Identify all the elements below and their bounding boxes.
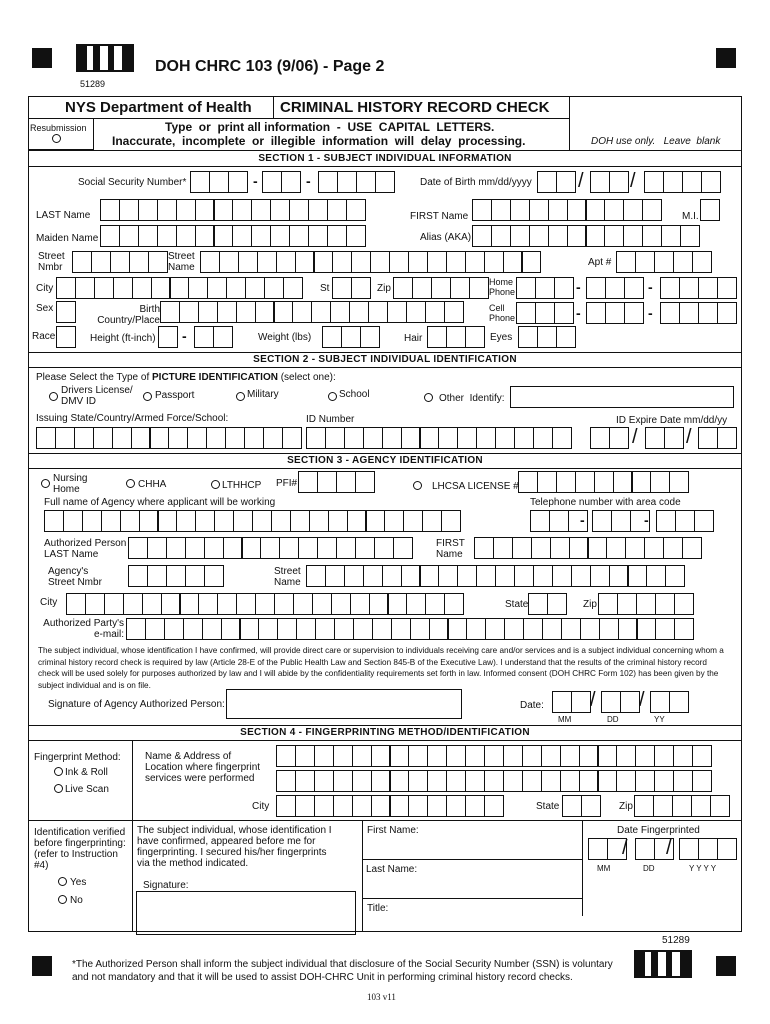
agency-signature-label: Signature of Agency Authorized Person:	[48, 699, 225, 710]
fp-first-name-label: First Name:	[367, 825, 419, 836]
first-name-boxes[interactable]	[472, 199, 662, 221]
id-verified-yes-radio[interactable]	[58, 877, 67, 886]
nursing-home-radio[interactable]	[41, 479, 50, 488]
st-label: St	[320, 283, 330, 294]
mi-box[interactable]	[700, 199, 720, 221]
alias-label: Alias (AKA)	[420, 232, 472, 243]
id-expire-label: ID Expire Date mm/dd/yy	[616, 415, 728, 426]
lhcsa-radio[interactable]	[413, 481, 422, 490]
passport-radio[interactable]	[143, 392, 152, 401]
mi-label: M.I.	[682, 211, 699, 222]
location-boxes-1[interactable]	[276, 745, 712, 767]
fp-date-year-boxes[interactable]	[679, 838, 737, 860]
id-expire-month-boxes[interactable]	[590, 427, 629, 449]
zip-boxes[interactable]	[393, 277, 489, 299]
form-title: DOH CHRC 103 (9/06) - Page 2	[155, 58, 385, 75]
apt-label: Apt #	[588, 257, 612, 268]
fp-last-name-label: Last Name:	[366, 864, 418, 875]
weight-label: Weight (lbs)	[258, 332, 312, 343]
instruction-line-2: Inaccurate, incomplete or illegible information will delay processing.	[112, 134, 526, 148]
agency-zip-boxes[interactable]	[598, 593, 694, 615]
agency-date-dd: DD	[607, 715, 619, 724]
agency-state-label: State	[505, 599, 529, 610]
auth-first-name-label: FIRST Name	[436, 538, 465, 560]
ssn-boxes-3[interactable]	[318, 171, 395, 193]
fp-zip-label: Zip	[619, 801, 633, 812]
maiden-name-label: Maiden Name	[36, 233, 99, 244]
other-id-input[interactable]	[510, 386, 734, 408]
ssn-boxes-1[interactable]	[190, 171, 248, 193]
fp-date-yyyy: Y Y Y Y	[689, 864, 717, 873]
department-name: NYS Department of Health	[65, 99, 252, 116]
auth-last-name-boxes[interactable]	[128, 537, 413, 559]
date-fingerprinted-label: Date Fingerprinted	[617, 825, 700, 836]
fp-city-label: City	[252, 801, 270, 812]
first-name-label: FIRST Name	[410, 211, 469, 222]
fp-state-label: State	[536, 801, 560, 812]
location-label: Name & Address of Location where fingerprint services were performed	[145, 751, 261, 784]
fp-signature-label: Signature:	[143, 880, 189, 891]
st-boxes[interactable]	[332, 277, 371, 299]
agency-street-name-label: Street Name	[274, 566, 301, 588]
chha-radio[interactable]	[126, 479, 135, 488]
picture-id-prompt	[36, 372, 336, 383]
id-number-label: ID Number	[306, 414, 355, 425]
cell-phone-label: Cell Phone	[489, 303, 516, 323]
maiden-name-boxes[interactable]	[100, 225, 366, 247]
doh-use-only: DOH use only. Leave blank	[591, 136, 721, 147]
registration-mark-bottom-right	[716, 956, 736, 976]
barcode-logo-top	[76, 44, 134, 72]
street-nmbr-boxes[interactable]	[72, 251, 168, 273]
issuing-state-label: Issuing State/Country/Armed Force/School:	[36, 413, 229, 424]
city-label: City	[36, 283, 54, 294]
resubmission-label: Resubmission	[30, 123, 87, 133]
agency-zip-label: Zip	[583, 599, 597, 610]
agency-date-month-boxes[interactable]	[552, 691, 591, 713]
height-ft-box[interactable]	[158, 326, 178, 348]
attestation-text: The subject individual, whose identification I have confirmed, will provide direct care or supervision to individuals receiving care and/or services and is a subject individual concerning whom a criminal history record check is required by law (Article 28-E of the Public Health Law and Section 845-B of the Executive Law). I understand that the results of the criminal history record check will be used solely for purposes authorized by law and I will abide by the confidentiality requirements set forth in law. Informed consent (DOH CHRC Form 102) has been given by the subject individual and is on file.	[38, 646, 724, 690]
fp-state-boxes[interactable]	[562, 795, 601, 817]
registration-mark-bottom-left	[32, 956, 52, 976]
lthhcp-label: LTHHCP	[222, 480, 262, 491]
agency-state-boxes[interactable]	[528, 593, 567, 615]
apt-boxes[interactable]	[616, 251, 712, 273]
ssn-label: Social Security Number*	[78, 177, 187, 188]
home-phone-boxes-3[interactable]	[660, 277, 737, 299]
zip-label: Zip	[377, 283, 391, 294]
city-boxes[interactable]	[56, 277, 303, 299]
agency-date-label: Date:	[520, 700, 544, 711]
telephone-label: Telephone number with area code	[530, 497, 681, 508]
agency-date-yy: YY	[654, 715, 665, 724]
military-radio[interactable]	[236, 392, 245, 401]
home-phone-boxes-2[interactable]	[586, 277, 644, 299]
ssn-disclosure-note: *The Authorized Person shall inform the subject individual that disclosure of the Social Security Number (SSN) is voluntary and not mandatory and that it will be used to assist DOH-CHRC Unit in performing criminal history record checks.	[72, 959, 613, 983]
fp-zip-boxes[interactable]	[634, 795, 730, 817]
pfi-boxes[interactable]	[298, 471, 375, 493]
fp-date-mm: MM	[597, 864, 611, 873]
fp-signature-input[interactable]	[136, 891, 356, 935]
ssn-boxes-2[interactable]	[262, 171, 301, 193]
sex-box[interactable]	[56, 301, 76, 323]
id-expire-year-boxes[interactable]	[698, 427, 737, 449]
auth-first-name-boxes[interactable]	[474, 537, 702, 559]
other-id-label: Other Identify:	[439, 393, 505, 404]
section1-title: SECTION 1 - SUBJECT INDIVIDUAL INFORMATION	[258, 153, 512, 164]
id-number-boxes[interactable]	[306, 427, 572, 449]
dob-label: Date of Birth mm/dd/yyyy	[420, 177, 532, 188]
agency-full-name-label: Full name of Agency where applicant will be working	[44, 497, 276, 508]
eyes-label: Eyes	[490, 332, 513, 343]
chha-label: CHHA	[138, 479, 167, 490]
id-verified-yes-label: Yes	[70, 877, 87, 888]
agency-name-boxes[interactable]	[44, 510, 461, 532]
barcode-number-top: 51289	[80, 79, 106, 89]
fp-confirm-text: The subject individual, whose identification I have confirmed, appeared before me for fingerprinting. I secured his/her fingerprints via the method indicated.	[137, 825, 332, 869]
military-label: Military	[247, 389, 279, 400]
birth-country-label: Birth Country/Place	[97, 304, 160, 326]
picture-id-prompt-c: (select one):	[277, 372, 336, 383]
section2-title: SECTION 2 - SUBJECT INDIVIDUAL IDENTIFICATION	[253, 354, 517, 365]
section3-title: SECTION 3 - AGENCY IDENTIFICATION	[287, 455, 483, 466]
lhcsa-boxes[interactable]	[518, 471, 689, 493]
barcode-logo-bottom	[634, 950, 692, 978]
section4-title: SECTION 4 - FINGERPRINTING METHOD/IDENTIFICATION	[240, 727, 530, 738]
live-scan-label: Live Scan	[65, 784, 109, 795]
id-verified-label: Identification verified before fingerprinting: (refer to Instruction #4)	[34, 827, 126, 871]
picture-id-prompt-b: PICTURE IDENTIFICATION	[152, 372, 278, 383]
other-id-radio[interactable]	[424, 393, 433, 402]
lthhcp-radio[interactable]	[211, 480, 220, 489]
cell-phone-boxes-2[interactable]	[586, 302, 644, 324]
instruction-line-1: Type or print all information - USE CAPITAL LETTERS.	[165, 120, 495, 134]
picture-id-prompt-a: Please Select the Type of	[36, 372, 153, 383]
birth-country-boxes[interactable]	[160, 301, 464, 323]
agency-signature-input[interactable]	[226, 689, 462, 719]
dob-day-boxes[interactable]	[590, 171, 629, 193]
home-phone-label: Home Phone	[489, 277, 516, 297]
school-label: School	[339, 389, 370, 400]
agency-city-label: City	[40, 597, 58, 608]
street-name-boxes[interactable]	[200, 251, 541, 273]
id-verified-no-label: No	[70, 895, 83, 906]
agency-city-boxes[interactable]	[66, 593, 464, 615]
height-label: Height (ft-inch)	[90, 333, 156, 344]
ink-roll-radio[interactable]	[54, 767, 63, 776]
race-label: Race	[32, 331, 56, 342]
alias-boxes[interactable]	[472, 225, 700, 247]
resubmission-radio[interactable]	[52, 134, 61, 143]
registration-mark-top-right	[716, 48, 736, 68]
agency-phone-boxes-3[interactable]	[656, 510, 714, 532]
weight-boxes[interactable]	[322, 326, 380, 348]
eyes-boxes[interactable]	[518, 326, 576, 348]
pfi-label: PFI#	[276, 478, 298, 489]
cell-phone-boxes-1[interactable]	[516, 302, 574, 324]
nursing-home-label: Nursing Home	[53, 473, 88, 495]
issuing-state-boxes[interactable]	[36, 427, 302, 449]
home-phone-boxes-1[interactable]	[516, 277, 574, 299]
agency-date-year-boxes[interactable]	[650, 691, 689, 713]
lhcsa-label: LHCSA LICENSE #	[432, 481, 519, 492]
fp-city-boxes[interactable]	[276, 795, 504, 817]
agency-street-nmbr-boxes[interactable]	[128, 565, 224, 587]
fp-date-dd: DD	[643, 864, 655, 873]
email-label: Authorized Party's e-mail:	[43, 618, 124, 640]
fp-method-label: Fingerprint Method:	[34, 752, 121, 763]
email-boxes[interactable]	[126, 618, 694, 640]
location-boxes-2[interactable]	[276, 770, 712, 792]
drivers-license-label: Drivers License/ DMV ID	[61, 385, 133, 407]
ink-roll-label: Ink & Roll	[65, 767, 108, 778]
hair-boxes[interactable]	[427, 326, 485, 348]
id-expire-day-boxes[interactable]	[645, 427, 684, 449]
drivers-license-radio[interactable]	[49, 392, 58, 401]
barcode-number-bottom: 51289	[662, 935, 690, 946]
height-in-boxes[interactable]	[194, 326, 233, 348]
fp-title-label: Title:	[367, 903, 389, 914]
form-version: 103 v11	[367, 992, 396, 1002]
agency-date-day-boxes[interactable]	[601, 691, 640, 713]
agency-street-nmbr-label: Agency's Street Nmbr	[48, 566, 102, 588]
agency-phone-boxes-2[interactable]	[592, 510, 650, 532]
cell-phone-boxes-3[interactable]	[660, 302, 737, 324]
passport-label: Passport	[155, 390, 195, 401]
sex-label: Sex	[36, 303, 54, 314]
last-name-label: LAST Name	[36, 210, 91, 221]
agency-date-mm: MM	[558, 715, 572, 724]
street-name-label: Street Name	[168, 251, 195, 273]
dob-year-boxes[interactable]	[644, 171, 721, 193]
hair-label: Hair	[404, 333, 423, 344]
registration-mark-top-left	[32, 48, 52, 68]
race-box[interactable]	[56, 326, 76, 348]
live-scan-radio[interactable]	[54, 784, 63, 793]
dob-month-boxes[interactable]	[537, 171, 576, 193]
agency-street-name-boxes[interactable]	[306, 565, 685, 587]
last-name-boxes[interactable]	[100, 199, 366, 221]
street-nmbr-label: Street Nmbr	[38, 251, 65, 273]
form-name: CRIMINAL HISTORY RECORD CHECK	[280, 99, 550, 116]
school-radio[interactable]	[328, 392, 337, 401]
id-verified-no-radio[interactable]	[58, 895, 67, 904]
auth-last-name-label: Authorized Person LAST Name	[44, 538, 127, 560]
